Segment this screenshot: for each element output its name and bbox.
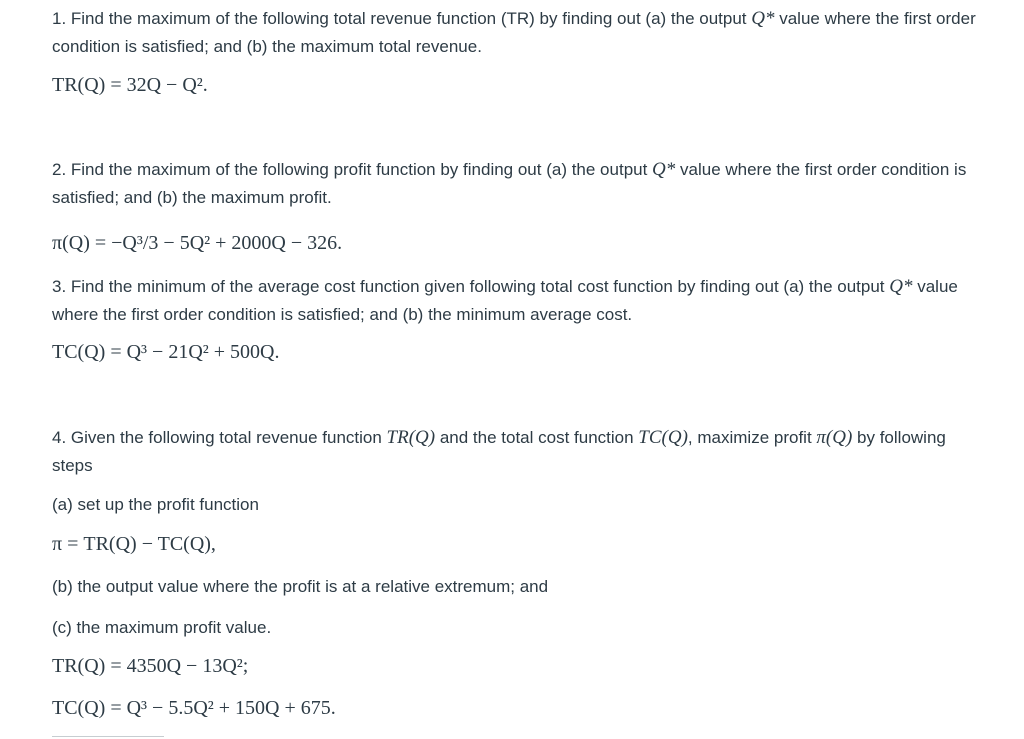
question-1-formula: TR(Q) = 32Q − Q². bbox=[52, 74, 208, 96]
question-4-text bbox=[52, 424, 982, 479]
divider-line bbox=[52, 736, 164, 737]
question-4-tr-formula: TR(Q) = 4350Q − 13Q²; bbox=[52, 655, 249, 677]
q2-text-b: value where the first order condition is satisfied; and (b) the maximum profit. bbox=[52, 160, 967, 207]
q3-text-b: value where the first order condition is satisfied; and (b) the minimum average cost. bbox=[52, 277, 958, 324]
q1-text-b: value where the first order condition is satisfied; and (b) the maximum total revenue. bbox=[52, 9, 976, 56]
q4-text-a: 4. Given the following total revenue function bbox=[52, 428, 387, 447]
question-4-profit-formula: π = TR(Q) − TC(Q), bbox=[52, 533, 216, 555]
q2-qstar: Q* bbox=[652, 159, 676, 180]
q4-tr-symbol: TR(Q) bbox=[386, 427, 436, 448]
question-3-formula: TC(Q) = Q³ − 21Q² + 500Q. bbox=[52, 341, 280, 363]
question-2-formula: π(Q) = −Q³/3 − 5Q² + 2000Q − 326. bbox=[52, 232, 343, 254]
q3-qstar: Q* bbox=[889, 276, 913, 297]
question-3-text bbox=[52, 273, 982, 328]
q4-text-b: and the total cost function bbox=[435, 428, 639, 447]
q4-pi-symbol: π(Q) bbox=[816, 427, 853, 448]
question-2-text bbox=[52, 156, 982, 211]
question-1-text bbox=[52, 5, 982, 60]
q4-text-c: , maximize profit bbox=[687, 428, 817, 447]
q1-text-a: 1. Find the maximum of the following total revenue function (TR) by finding out (a) the output bbox=[52, 9, 752, 28]
q2-text-a: 2. Find the maximum of the following profit function by finding out (a) the output bbox=[52, 160, 653, 179]
question-4-tc-formula: TC(Q) = Q³ − 5.5Q² + 150Q + 675. bbox=[52, 697, 336, 719]
q4-text-d: by following steps bbox=[52, 428, 946, 475]
question-4-step-c: (c) the maximum profit value. bbox=[52, 618, 272, 637]
question-4-step-b: (b) the output value where the profit is at a relative extremum; and bbox=[52, 577, 549, 596]
q3-text-a: 3. Find the minimum of the average cost function given following total cost function by finding out (a) the output bbox=[52, 277, 890, 296]
q4-tc-symbol: TC(Q) bbox=[638, 427, 688, 448]
question-4-step-a: (a) set up the profit function bbox=[52, 495, 259, 514]
q1-qstar: Q* bbox=[751, 8, 775, 29]
